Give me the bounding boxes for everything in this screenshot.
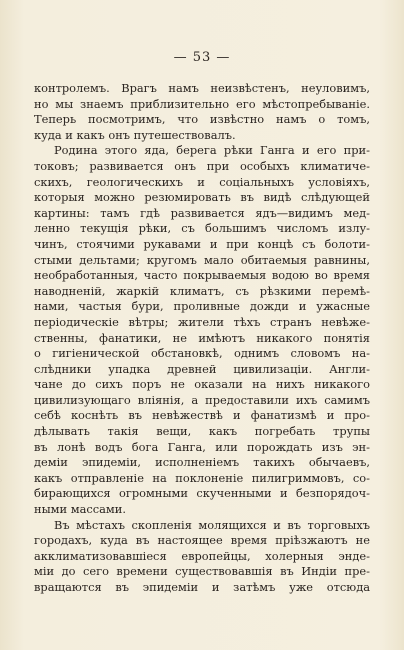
text-line: токовъ; развивается онъ при особыхъ климатиче- [34, 158, 370, 173]
body-text [34, 81, 370, 596]
text-line: какъ отправленіе на поклоненіе пилигриммовъ, со- [34, 470, 370, 485]
text-line: ленно текущія рѣки, съ большимъ числомъ излу- [34, 221, 370, 236]
text-line: картины: тамъ гдѣ развивается ядъ—видимъ мед- [34, 205, 370, 220]
text-line: Родина этого яда, берега рѣки Ганга и его при- [54, 143, 370, 158]
text-line: чинъ, стоячими рукавами и при концѣ съ болоти- [34, 236, 370, 251]
text-line: о гигіенической обстановкѣ, однимъ словомъ на- [34, 346, 370, 361]
text-line: дѣлывать такія вещи, какъ погребать трупы [34, 424, 370, 439]
text-line: чане до сихъ поръ не оказали на нихъ никакого [34, 377, 370, 392]
text-line: стыми дельтами; кругомъ мало обитаемыя равнины, [34, 252, 370, 267]
text-line: періодическіе вѣтры; жители тѣхъ странъ невѣже- [34, 314, 370, 329]
text-line: бирающихся огромными скученными и безпорядоч- [34, 486, 370, 501]
text-line: но мы знаемъ приблизительно его мѣстопребываніе. [34, 96, 370, 111]
text-line: наводненій, жаркій климатъ, съ рѣзкими перемѣ- [34, 283, 370, 298]
text-line: акклиматизовавшіеся европейцы, холерныя энде- [34, 548, 370, 563]
text-line: контролемъ. Врагъ намъ неизвѣстенъ, неуловимъ, [34, 81, 370, 95]
text-line: которыя можно резюмировать въ видѣ слѣдующей [34, 190, 370, 205]
text-line: деміи эпидеміи, исполненіемъ такихъ обычаевъ, [34, 455, 370, 470]
text-line: въ лонѣ водъ бога Ганга, или порождать изъ эн- [34, 439, 370, 454]
text-line: себѣ коснѣть въ невѣжествѣ и фанатизмѣ и про- [34, 408, 370, 423]
text-line: скихъ, геологическихъ и соціальныхъ условіяхъ, [34, 174, 370, 189]
text-line: слѣдники упадка древней цивилизаціи. Англи- [34, 361, 370, 376]
text-line: ными массами. [34, 502, 127, 517]
text-line: ственны, фанатики, не имѣютъ никакого понятія [34, 330, 370, 345]
text-line: необработанныя, часто покрываемыя водою во время [34, 268, 370, 283]
text-line: цивилизующаго вліянія, а предоставили ихъ самимъ [34, 392, 370, 407]
text-line: Теперь посмотримъ, что извѣстно намъ о томъ, [34, 112, 370, 127]
text-line: куда и какъ онъ путешествовалъ. [34, 127, 236, 142]
text-line: міи до сего времени существовавшія въ Индіи пре- [34, 564, 370, 579]
text-line: вращаются въ эпидеміи и затѣмъ уже отсюда [34, 580, 370, 594]
text-line: городахъ, куда въ настоящее время пріѣзжаютъ не [34, 533, 370, 548]
page-number: — 53 — [173, 50, 231, 65]
text-line: Въ мѣстахъ скопленія молящихся и въ торговыхъ [54, 517, 370, 532]
text-line: нами, частыя бури, проливные дожди и ужасные [34, 299, 370, 314]
